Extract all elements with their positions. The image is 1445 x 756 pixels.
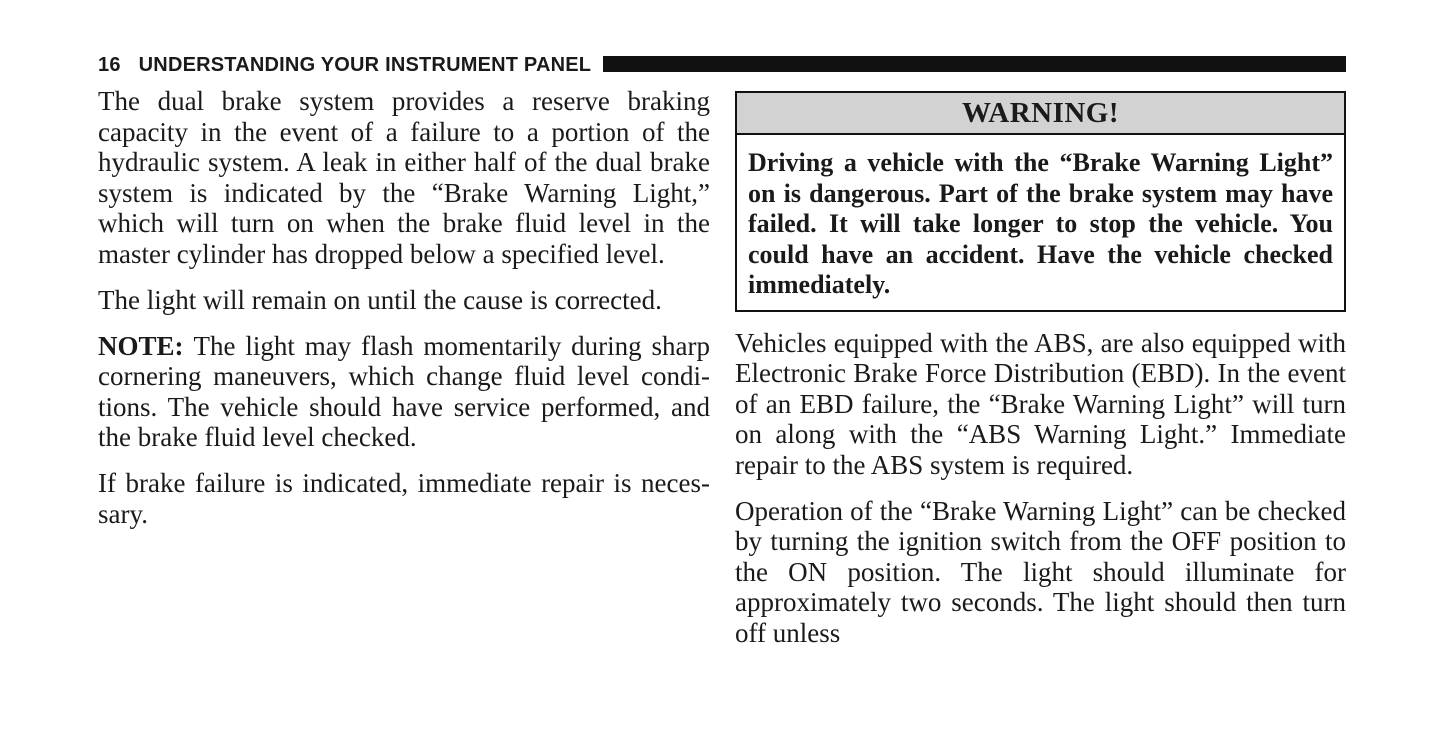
note-label: NOTE: xyxy=(98,330,184,361)
section-title: UNDERSTANDING YOUR INSTRUMENT PANEL xyxy=(138,53,592,76)
brake-failure-paragraph: If brake failure is indicated, immediate repair is necessary. xyxy=(98,468,710,529)
header-rule xyxy=(603,56,1346,72)
warning-title: WARNING! xyxy=(737,93,1344,135)
note-paragraph xyxy=(98,331,710,453)
page-header xyxy=(98,52,1346,78)
dual-brake-paragraph: The dual brake system provides a reserve braking capacity in the event of a failure to a portion of the hydraulic system. A leak in either half of the dual brake system is indicated by the “Brake Warning Light,” which will turn on when the brake fluid level in the master cylinder has dropped below a specified level. xyxy=(98,86,710,269)
light-remain-paragraph: The light will remain on until the cause is corrected. xyxy=(98,284,662,315)
right-column xyxy=(735,86,1346,664)
warning-body: Driving a vehicle with the “Brake Warning Light” on is dangerous. Part of the brake system may have failed. It will take longer to stop the vehicle. You could have an accident. Have the vehicle checked immediately. xyxy=(748,148,1333,299)
operation-check-paragraph: Operation of the “Brake Warning Light” can be checked by turning the ignition switch from the OFF position to the ON position. The light should illuminate for approximately two seconds. The light should then turn off unless xyxy=(735,495,1346,648)
left-column xyxy=(98,86,710,545)
abs-ebd-paragraph: Vehicles equipped with the ABS, are also equipped with Electronic Brake Force Distribution (EBD). In the event of an EBD failure, the “Brake Warning Light” will turn on along with the “ABS Warning Light.” Immediate repair to the ABS system is required. xyxy=(735,327,1346,480)
page-number: 16 xyxy=(98,53,121,76)
warning-box xyxy=(735,91,1346,312)
note-text: The light may flash momentarily during sharp cornering maneuvers, which change fluid level conditions. The vehicle should have service performed, and the brake fluid level checked. xyxy=(98,330,710,452)
